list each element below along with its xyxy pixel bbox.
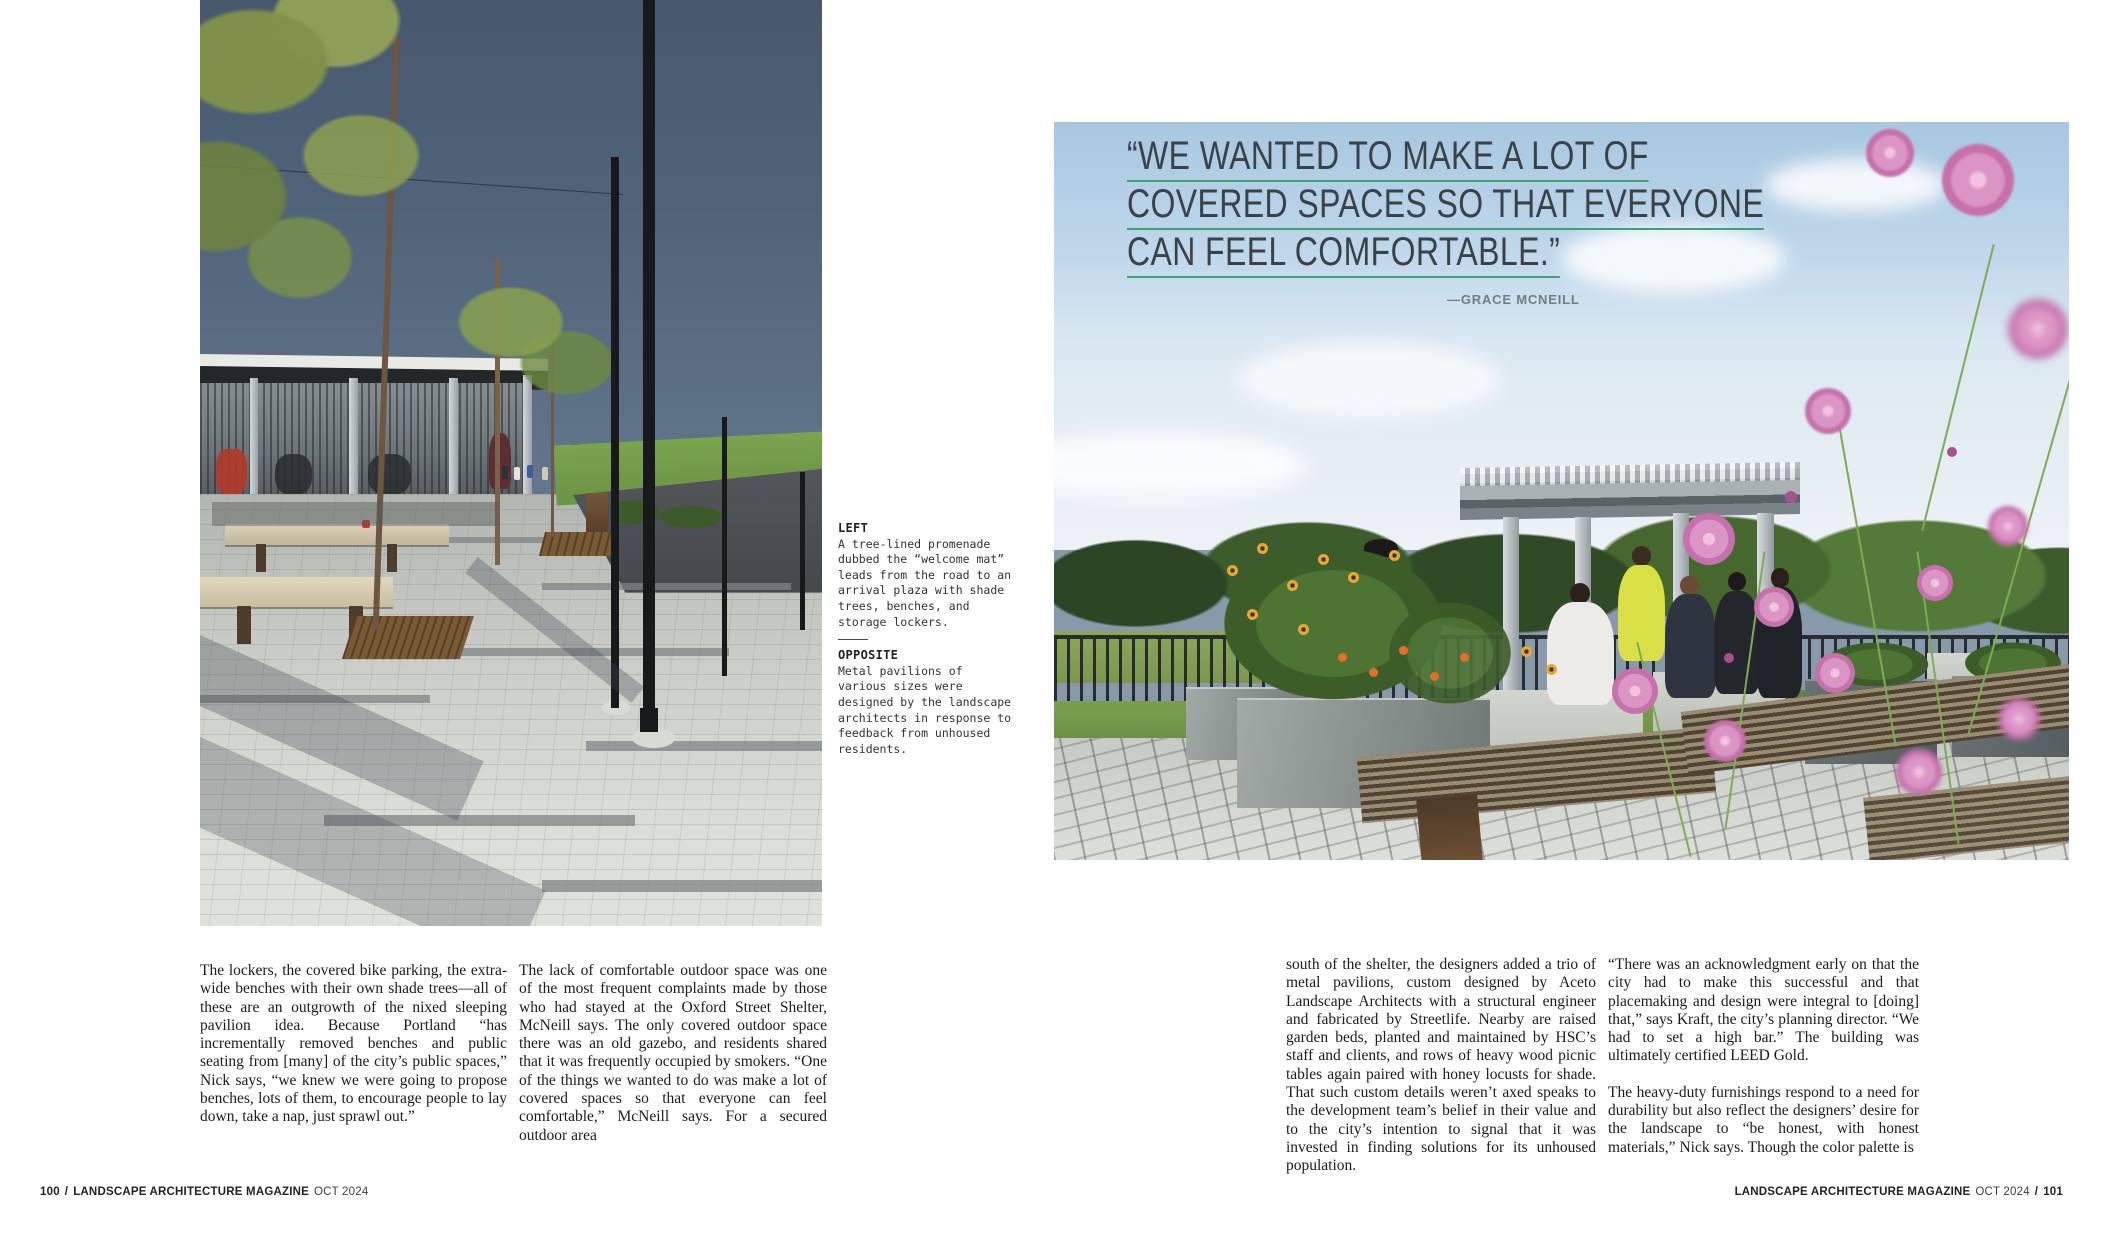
page-number-right: 101	[2043, 1186, 2063, 1198]
red-bike	[216, 449, 247, 495]
person-head	[1680, 576, 1698, 595]
cosmos-flower	[1805, 388, 1851, 434]
footer-right	[1735, 1186, 2063, 1198]
issue-date: OCT 2024	[313, 1186, 369, 1198]
right-page-column-2	[1608, 956, 1919, 1157]
person-hi-vis-vest	[1618, 565, 1665, 661]
rudbeckia-flower	[1227, 565, 1238, 576]
marigold-flower	[1430, 672, 1439, 681]
rudbeckia-flower	[1298, 624, 1309, 635]
tree-grate	[342, 616, 474, 659]
pedestrian	[527, 465, 533, 478]
cosmos-flower	[1942, 144, 2014, 216]
person-white-shirt	[1547, 602, 1614, 705]
black-steel-pole	[722, 417, 726, 676]
wood-bench	[200, 577, 393, 607]
pull-quote-line-2: COVERED SPACES SO THAT EVERYONE	[1127, 184, 1764, 230]
cosmos-flower	[1988, 506, 2028, 546]
pedestrian	[514, 467, 520, 480]
cosmos-flower	[1998, 698, 2040, 740]
caption-divider	[838, 639, 868, 640]
black-steel-pole	[800, 472, 805, 629]
rudbeckia-flower	[1257, 543, 1268, 554]
person-head	[1570, 583, 1590, 604]
caption-opposite-label: OPPOSITE	[838, 648, 899, 663]
cosmos-flower	[1917, 565, 1953, 601]
right-photo-metal-pavilion	[1054, 122, 2069, 860]
caption-block	[838, 521, 1013, 757]
marigold-flower	[1399, 646, 1408, 655]
person-dark-tank	[1665, 594, 1716, 697]
caption-left-label: LEFT	[838, 521, 869, 535]
paver-accent-strip	[542, 583, 791, 590]
wood-bin	[586, 493, 608, 532]
cosmos-flower	[1754, 587, 1794, 627]
canopy-shadow	[212, 502, 498, 526]
paver-accent-strip	[542, 880, 822, 892]
cosmos-flower-blurred	[2008, 299, 2068, 359]
black-steel-pole	[643, 0, 655, 732]
marigold-flower	[1369, 668, 1378, 677]
left-page-column-1: The lockers, the covered bike parking, the extra-wide benches with their own shade trees—all of these are an outgrowth of the nixed sleeping pavilion idea. Because Portland “has incrementally removed benches and public seating from [many] of the city’s public spaces,” Nick says, “we knew we were going to propose benches, lots of them, to encourage people to lay down, take a nap, just sprawl out.”	[200, 962, 507, 1126]
footer-left	[40, 1186, 368, 1198]
rudbeckia-flower	[1247, 609, 1258, 620]
parked-bike	[368, 454, 412, 496]
pedestrian	[542, 467, 548, 480]
rudbeckia-flower	[1521, 646, 1532, 657]
bench-leg	[387, 544, 397, 572]
parked-bike	[275, 454, 312, 496]
right-page-column-1: south of the shelter, the designers added a trio of metal pavilions, custom designed by Aceto Landscape Architects with a structural engineer and fabricated by Streetlife. Nearby are raised garden beds, planted and maintained by HSC’s staff and clients, and rows of heavy wood picnic tables again paired with honey locusts for shade. That such custom details weren’t axed speaks to the development team’s belief in their value and to the city’s intention to signal that it was invested in finding solutions for its unhoused population.	[1286, 956, 1596, 1175]
flower-bud	[1785, 491, 1797, 503]
cosmos-flower	[1704, 720, 1746, 762]
caption-opposite-text: Metal pavilions of various sizes were designed by the landscape architects in response to feedback from unhoused residents.	[838, 663, 1012, 756]
pole-base	[640, 708, 658, 731]
flower-bud	[1947, 447, 1957, 457]
wood-bench	[225, 524, 449, 545]
pedestrian	[502, 466, 508, 479]
page-number-left: 100	[40, 1186, 60, 1198]
shelter-post	[250, 378, 259, 503]
shrub	[660, 506, 722, 528]
footer-separator: /	[2034, 1186, 2039, 1198]
pull-quote-line-1: “WE WANTED TO MAKE A LOT OF	[1127, 136, 1649, 182]
bench-leg	[256, 544, 266, 572]
person-head	[1632, 546, 1651, 566]
bench-steel-leg	[1417, 795, 1483, 860]
footer-separator: /	[64, 1186, 69, 1198]
bench-leg	[237, 606, 251, 645]
right-col2-paragraph-2: The heavy-duty furnishings respond to a need for durability but also reflect the designers’ desire for the landscape to “be honest, with honest materials,” Nick says. Though the color palette is	[1608, 1083, 1919, 1156]
person-head	[1771, 568, 1789, 587]
pull-quote-line-3: CAN FEEL COMFORTABLE.”	[1127, 232, 1560, 278]
caption-left-text: A tree-lined promenade dubbed the “welcome mat” leads from the road to an arrival plaza with shade trees, benches, and storage lockers.	[838, 536, 1012, 629]
issue-date: OCT 2024	[1975, 1186, 2030, 1198]
rudbeckia-flower	[1318, 554, 1329, 565]
rudbeckia-flower	[1389, 550, 1400, 561]
pull-quote-attribution: —GRACE MCNEILL	[1447, 292, 1580, 307]
pull-quote	[1127, 136, 1923, 307]
black-steel-pole	[611, 157, 618, 708]
paver-accent-strip	[586, 741, 822, 751]
magazine-title: LANDSCAPE ARCHITECTURE MAGAZINE	[1734, 1186, 1971, 1198]
left-page-column-2: The lack of comfortable outdoor space was one of the most frequent complaints made by those who had stayed at the Oxford Street Shelter, McNeill says. The only covered outdoor space there was an old gazebo, and residents shared that it was frequently occupied by smokers. “One of the things we wanted to do was make a lot of covered spaces so that everyone can feel comfortable,” McNeill says. For a secured outdoor area	[519, 962, 827, 1144]
left-photo-plaza-promenade	[200, 0, 822, 926]
shelter-post	[349, 378, 358, 503]
rudbeckia-flower	[1287, 580, 1298, 591]
tree-foliage	[436, 241, 623, 445]
magazine-title: LANDSCAPE ARCHITECTURE MAGAZINE	[73, 1186, 309, 1198]
right-col2-paragraph-1: “There was an acknowledgment early on that the city had to make this successful and that placemaking and design were integral to [doing] that,” says Kraft, the city’s planning director. “We had to set a high bar.” The building was ultimately certified LEED Gold.	[1608, 956, 1919, 1065]
cloud	[1237, 343, 1501, 417]
